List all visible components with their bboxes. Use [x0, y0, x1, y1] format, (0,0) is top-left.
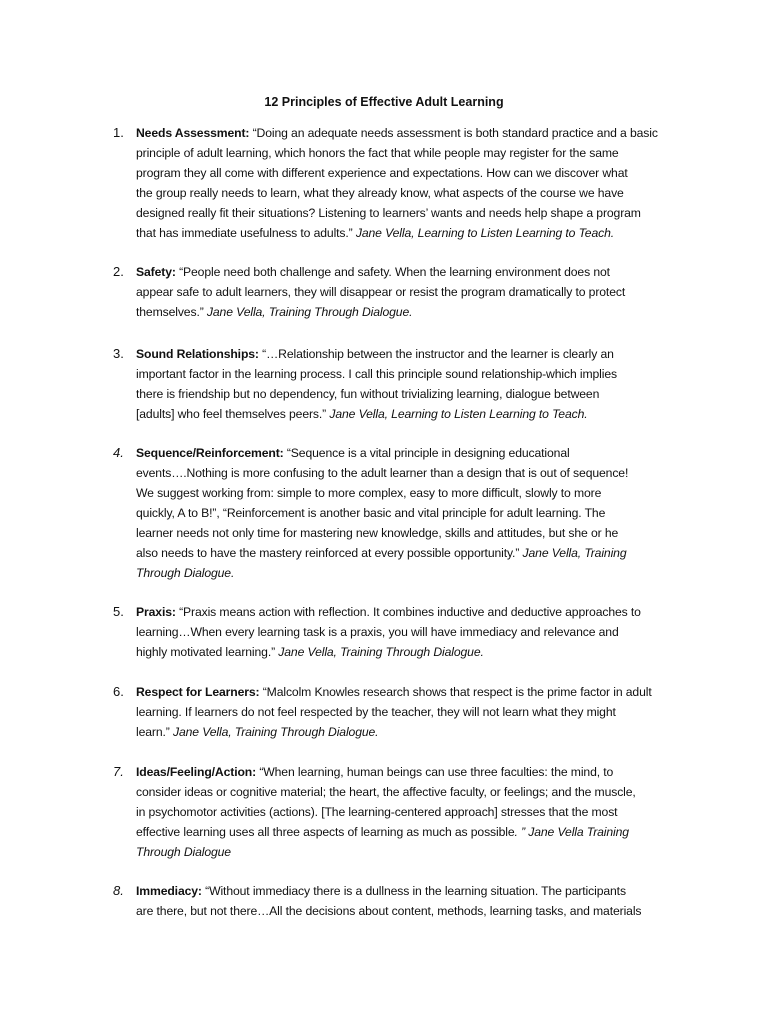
item-label: Sequence/Reinforcement:	[136, 446, 284, 460]
item-text: principle of adult learning, which honors the fact that while people may register for the same	[136, 146, 619, 160]
item-text: themselves.”	[136, 305, 207, 319]
item-text: learning…When every learning task is a praxis, you will have immediacy and relevance and	[136, 625, 619, 639]
item-number: 4.	[113, 445, 124, 460]
item-body	[136, 762, 684, 862]
item-text: learning. If learners do not feel respected by the teacher, they will not learn what they might	[136, 705, 616, 719]
item-source: Jane Vella, Training Through Dialogue.	[206, 305, 413, 319]
item-number: 7.	[113, 764, 124, 779]
item-text: quickly, A to B!”, “Reinforcement is another basic and vital principle for adult learning. The	[136, 506, 606, 520]
item-body	[136, 682, 684, 742]
item-source: Jane Vella, Training Through Dialogue.	[172, 725, 379, 739]
item-text: events….Nothing is more confusing to the adult learner than a design that is out of sequence!	[136, 466, 629, 480]
item-text: “Sequence is a vital principle in designing educational	[283, 446, 570, 460]
item-text: highly motivated learning.”	[136, 645, 279, 659]
item-label: Praxis:	[136, 605, 176, 619]
item-text: are there, but not there…All the decisions about content, methods, learning tasks, and materials	[136, 904, 642, 918]
item-number: 1.	[113, 125, 124, 140]
item-label: Sound Relationships:	[136, 347, 259, 361]
item-text: the group really needs to learn, what they already know, what aspects of the course we have	[136, 186, 624, 200]
item-text: “Doing an adequate needs assessment is both standard practice and a basic	[249, 126, 658, 140]
item-text: that has immediate usefulness to adults.”	[136, 226, 356, 240]
item-label: Respect for Learners:	[136, 685, 260, 699]
item-source: Jane Vella, Learning to Listen Learning to Teach.	[355, 226, 615, 240]
item-text: “…Relationship between the instructor and the learner is clearly an	[258, 347, 614, 361]
item-body	[136, 262, 684, 322]
item-source: Jane Vella, Learning to Listen Learning to Teach.	[329, 407, 588, 421]
item-source: Jane Vella, Training	[522, 546, 627, 560]
item-body	[136, 602, 684, 662]
item-number: 5.	[113, 604, 124, 619]
item-text: designed really fit their situations? Listening to learners’ wants and needs help shape a program	[136, 206, 641, 220]
item-text: consider ideas or cognitive material; the heart, the affective faculty, or feelings; and the muscle,	[136, 785, 636, 799]
item-text: learn.”	[136, 725, 173, 739]
item-text: “People need both challenge and safety. When the learning environment does not	[175, 265, 610, 279]
item-text: appear safe to adult learners, they will disappear or resist the program dramatically to protect	[136, 285, 626, 299]
item-source: Through Dialogue.	[136, 566, 235, 580]
item-text: important factor in the learning process. I call this principle sound relationship-which implies	[136, 367, 617, 381]
item-text: effective learning uses all three aspects of learning as much as possible	[136, 825, 515, 839]
item-text: there is friendship but no dependency, fun without trivializing learning, dialogue between	[136, 387, 600, 401]
item-source: Through Dialogue	[136, 845, 231, 859]
item-text: “When learning, human beings can use three faculties: the mind, to	[256, 765, 614, 779]
item-text: “Without immediacy there is a dullness in the learning situation. The participants	[201, 884, 626, 898]
item-source: Jane Vella, Training Through Dialogue.	[278, 645, 484, 659]
item-text: [adults] who feel themselves peers.”	[136, 407, 330, 421]
item-text: program they all come with different experience and expectations. How can we discover what	[136, 166, 628, 180]
item-text: We suggest working from: simple to more complex, easy to more difficult, slowly to more	[136, 486, 602, 500]
item-body	[136, 344, 684, 424]
item-label: Safety:	[136, 265, 176, 279]
item-text: in psychomotor activities (actions). [The learning-centered approach] stresses that the most	[136, 805, 618, 819]
item-text: also needs to have the mastery reinforced at every possible opportunity.”	[136, 546, 523, 560]
item-text: “Malcolm Knowles research shows that respect is the prime factor in adult	[259, 685, 652, 699]
item-label: Ideas/Feeling/Action:	[136, 765, 257, 779]
item-text: learner needs not only time for mastering new knowledge, skills and attitudes, but she or he	[136, 526, 619, 540]
item-text: “Praxis means action with reflection. It combines inductive and deductive approaches to	[175, 605, 641, 619]
item-label: Needs Assessment:	[136, 126, 250, 140]
item-number: 3.	[113, 346, 124, 361]
item-label: Immediacy:	[136, 884, 202, 898]
document-title: 12 Principles of Effective Adult Learning	[264, 95, 504, 109]
item-number: 6.	[113, 684, 124, 699]
item-body	[136, 123, 684, 243]
item-number: 2.	[113, 264, 124, 279]
item-number: 8.	[113, 883, 124, 898]
item-body	[136, 881, 684, 921]
item-source: . ” Jane Vella Training	[514, 825, 629, 839]
item-body	[136, 443, 684, 583]
